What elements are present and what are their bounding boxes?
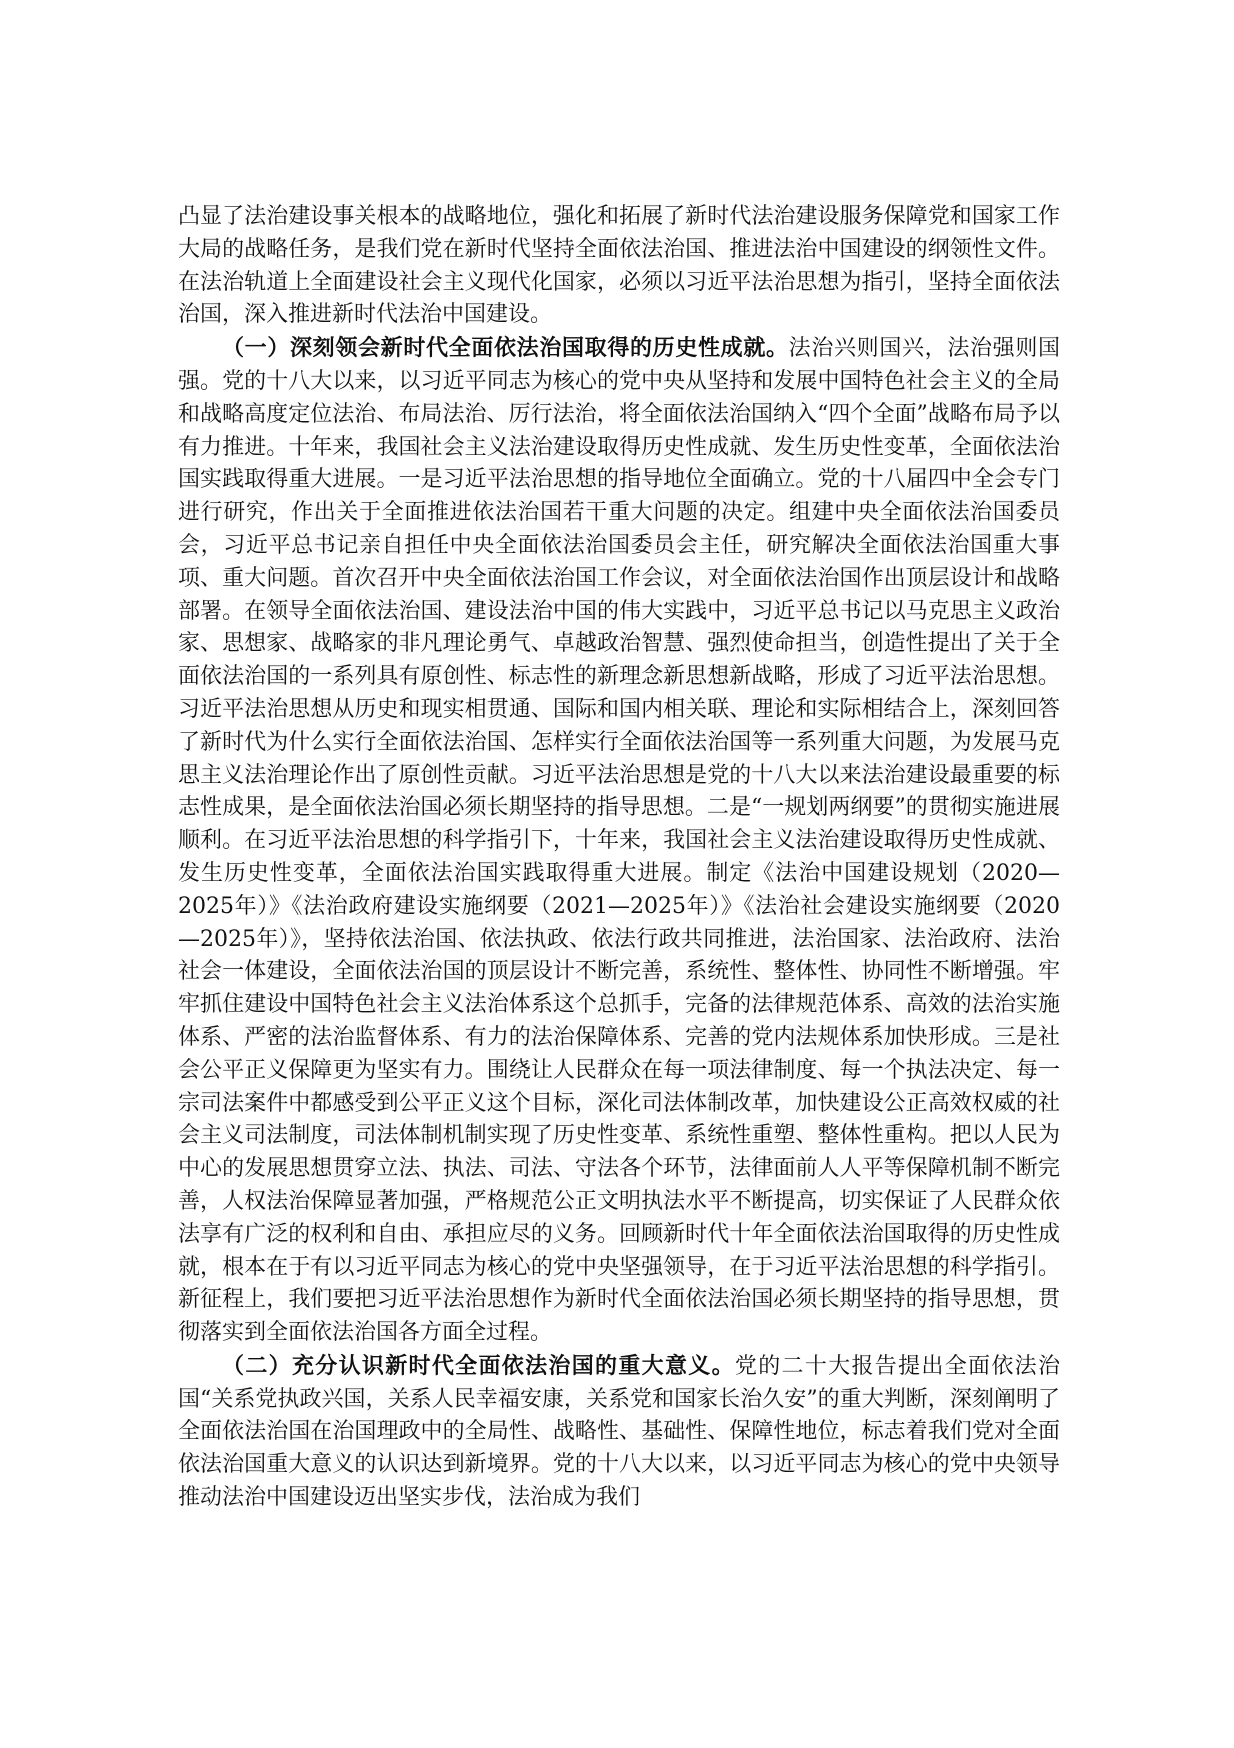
- paragraph-section-2: [178, 1350, 1060, 1515]
- section-heading: （二）充分认识新时代全面依法治国的重大意义。: [222, 1352, 735, 1379]
- section-heading: （一）深刻领会新时代全面依法治国取得的历史性成就。: [222, 335, 789, 362]
- paragraph-text: 党的二十大报告提出全面依法治国“关系党执政兴国，关系人民幸福安康，关系党和国家长治久安”的重大判断，深刻阐明了全面依法治国在治国理政中的全局性、战略性、基础性、保障性地位，标志着我们党对全面依法治国重大意义的认识达到新境界。党的十八大以来，以习近平同志为核心的党中央领导推动法治中国建设迈出坚实步伐，法治成为我们: [178, 1353, 1060, 1511]
- paragraph-text: 法治兴则国兴，法治强则国强。党的十八大以来，以习近平同志为核心的党中央从坚持和发展中国特色社会主义的全局和战略高度定位法治、布局法治、厉行法治，将全面依法治国纳入“四个全面”战略布局予以有力推进。十年来，我国社会主义法治建设取得历史性成就、发生历史性变革，全面依法治国实践取得重大进展。一是习近平法治思想的指导地位全面确立。党的十八届四中全会专门进行研究，作出关于全面推进依法治国若干重大问题的决定。组建中央全面依法治国委员会，习近平总书记亲自担任中央全面依法治国委员会主任，研究解决全面依法治国重大事项、重大问题。首次召开中央全面依法治国工作会议，对全面依法治国作出顶层设计和战略部署。在领导全面依法治国、建设法治中国的伟大实践中，习近平总书记以马克思主义政治家、思想家、战略家的非凡理论勇气、卓越政治智慧、强烈使命担当，创造性提出了关于全面依法治国的一系列具有原创性、标志性的新理念新思想新战略，形成了习近平法治思想。习近平法治思想从历史和现实相贯通、国际和国内相关联、理论和实际相结合上，深刻回答了新时代为什么实行全面依法治国、怎样实行全面依法治国等一系列重大问题，为发展马克思主义法治理论作出了原创性贡献。习近平法治思想是党的十八大以来法治建设最重要的标志性成果，是全面依法治国必须长期坚持的指导思想。二是“一规划两纲要”的贯彻实施进展顺利。在习近平法治思想的科学指引下，十年来，我国社会主义法治建设取得历史性成就、发生历史性变革，全面依法治国实践取得重大进展。制定《法治中国建设规划（2020—2025年）》《法治政府建设实施纲要（2021—2025年）》《法治社会建设实施纲要（2020—2025年）》，坚持依法治国、依法执政、依法行政共同推进，法治国家、法治政府、法治社会一体建设，全面依法治国的顶层设计不断完善，系统性、整体性、协同性不断增强。牢牢抓住建设中国特色社会主义法治体系这个总抓手，完备的法律规范体系、高效的法治实施体系、严密的法治监督体系、有力的法治保障体系、完善的党内法规体系加快形成。三是社会公平正义保障更为坚实有力。围绕让人民群众在每一项法律制度、每一个执法决定、每一宗司法案件中都感受到公平正义这个目标，深化司法体制改革，加快建设公正高效权威的社会主义司法制度，司法体制机制实现了历史性变革、系统性重塑、整体性重构。把以人民为中心的发展思想贯穿立法、执法、司法、守法各个环节，法律面前人人平等保障机制不断完善，人权法治保障显著加强，严格规范公正文明执法水平不断提高，切实保证了人民群众依法享有广泛的权利和自由、承担应尽的义务。回顾新时代十年全面依法治国取得的历史性成就，根本在于有以习近平同志为核心的党中央坚强领导，在于习近平法治思想的科学指引。新征程上，我们要把习近平法治思想作为新时代全面依法治国必须长期坚持的指导思想，贯彻落实到全面依法治国各方面全过程。: [178, 336, 1060, 1346]
- document-page: [178, 201, 1060, 1515]
- paragraph-intro: [178, 201, 1060, 332]
- paragraph-text: 凸显了法治建设事关根本的战略地位，强化和拓展了新时代法治建设服务保障党和国家工作大局的战略任务，是我们党在新时代坚持全面依法治国、推进法治中国建设的纲领性文件。在法治轨道上全面建设社会主义现代化国家，必须以习近平法治思想为指引，坚持全面依法治国，深入推进新时代法治中国建设。: [178, 204, 1060, 328]
- paragraph-section-1: [178, 332, 1060, 1350]
